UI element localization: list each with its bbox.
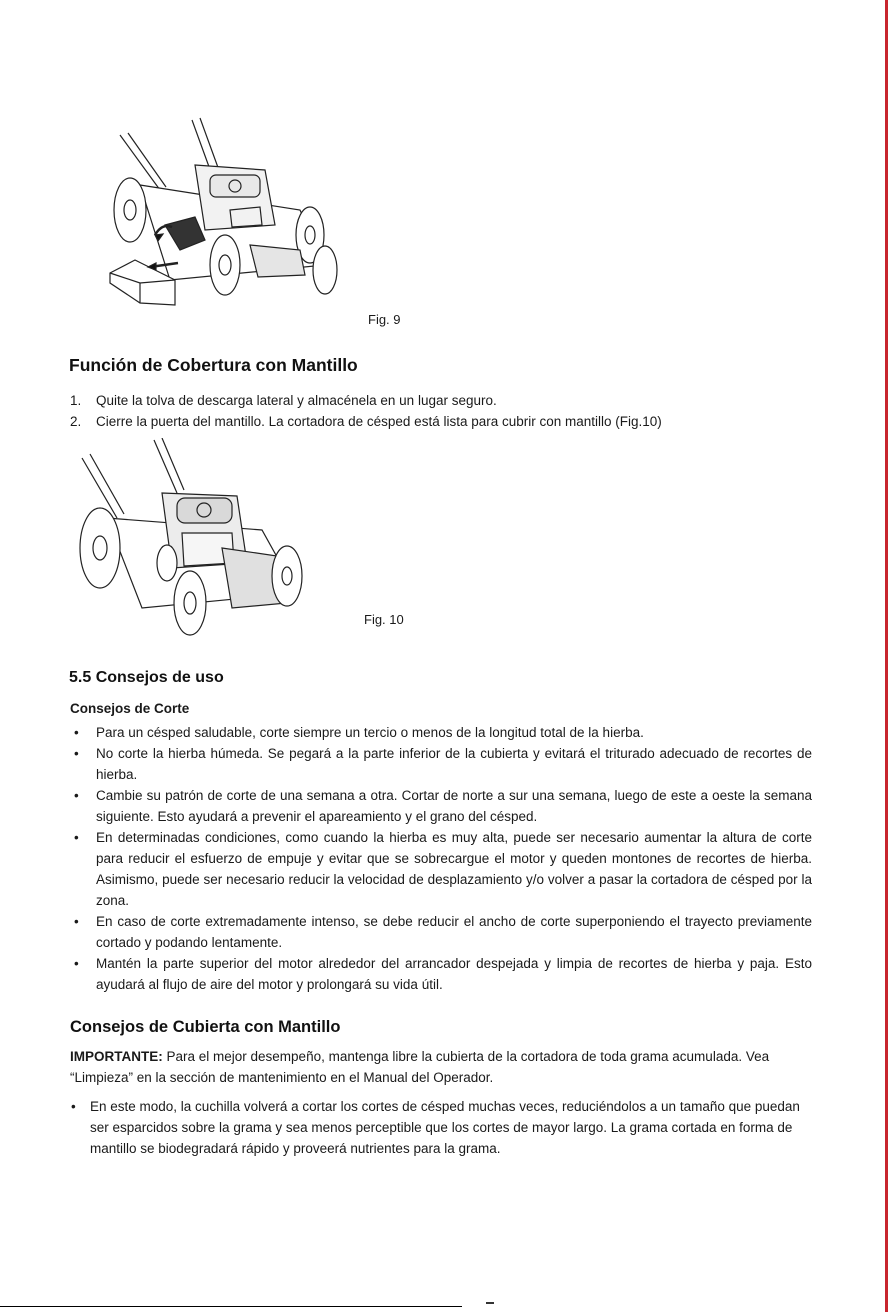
subsection-title-mulch-tips: Consejos de Cubierta con Mantillo (70, 1018, 341, 1036)
mulch-steps-list (70, 390, 830, 432)
fig9-caption: Fig. 9 (368, 312, 401, 327)
section-title-usage-tips: 5.5 Consejos de uso (69, 669, 224, 686)
mulch-tips-list (70, 1096, 812, 1159)
important-note (70, 1046, 812, 1088)
fig10-mower-illustration (72, 438, 312, 636)
important-label: IMPORTANTE: (70, 1049, 163, 1064)
list-item: • En determinadas condiciones, como cuando la hierba es muy alta, puede ser necesario aumentar la altura de corte para reducir el esfuerzo de empuje y evitar que se sobrecargue el motor y queden montones de recortes de hierba. Asimismo, puede ser necesario reducir la velocidad de desplazamiento y/o volver a pasar la cortadora de césped por la zona. (70, 827, 812, 911)
list-item: • En caso de corte extremadamente intenso, se debe reducir el ancho de corte superponiendo el trayecto previamente cortado y podando lentamente. (70, 911, 812, 953)
list-item: • Para un césped saludable, corte siempre un tercio o menos de la longitud total de la hierba. (70, 722, 812, 743)
mulch-step: 1. Quite la tolva de descarga lateral y almacénela en un lugar seguro. (70, 393, 497, 408)
fig10-caption: Fig. 10 (364, 612, 404, 627)
important-text: Para el mejor desempeño, mantenga libre la cubierta de la cortadora de toda grama acumulada. Vea “Limpieza” en la sección de mantenimiento en el Manual del Operador. (70, 1049, 770, 1085)
footer-rule (0, 1306, 462, 1307)
list-item: • En este modo, la cuchilla volverá a cortar los cortes de césped muchas veces, reduciéndolos a un tamaño que puedan ser esparcidos sobre la grama y sea menos perceptible que los cortes de mayor largo. La grama cortada en forma de mantillo se biodegradará rápido y proveerá nutrientes para la grama. (70, 1096, 812, 1159)
section-title-mulch-function: Función de Cobertura con Mantillo (69, 355, 358, 375)
list-item: • No corte la hierba húmeda. Se pegará a la parte inferior de la cubierta y evitará el triturado adecuado de recortes de hierba. (70, 743, 812, 785)
subsection-title-cutting-tips: Consejos de Corte (70, 701, 190, 716)
mulch-step: 2. Cierre la puerta del mantillo. La cortadora de césped está lista para cubrir con mantillo (Fig.10) (70, 414, 662, 429)
footer-mark (486, 1302, 494, 1304)
cutting-tips-list (70, 722, 812, 995)
list-item: • Cambie su patrón de corte de una semana a otra. Cortar de norte a sur una semana, luego de este a oeste la semana siguiente. Esto ayudará a prevenir el apareamiento y el grano del césped. (70, 785, 812, 827)
list-item: • Mantén la parte superior del motor alrededor del arrancador despejada y limpia de recortes de hierba y paja. Esto ayudará al flujo de aire del motor y prolongará su vida útil. (70, 953, 812, 995)
fig9-mower-illustration (100, 115, 345, 315)
